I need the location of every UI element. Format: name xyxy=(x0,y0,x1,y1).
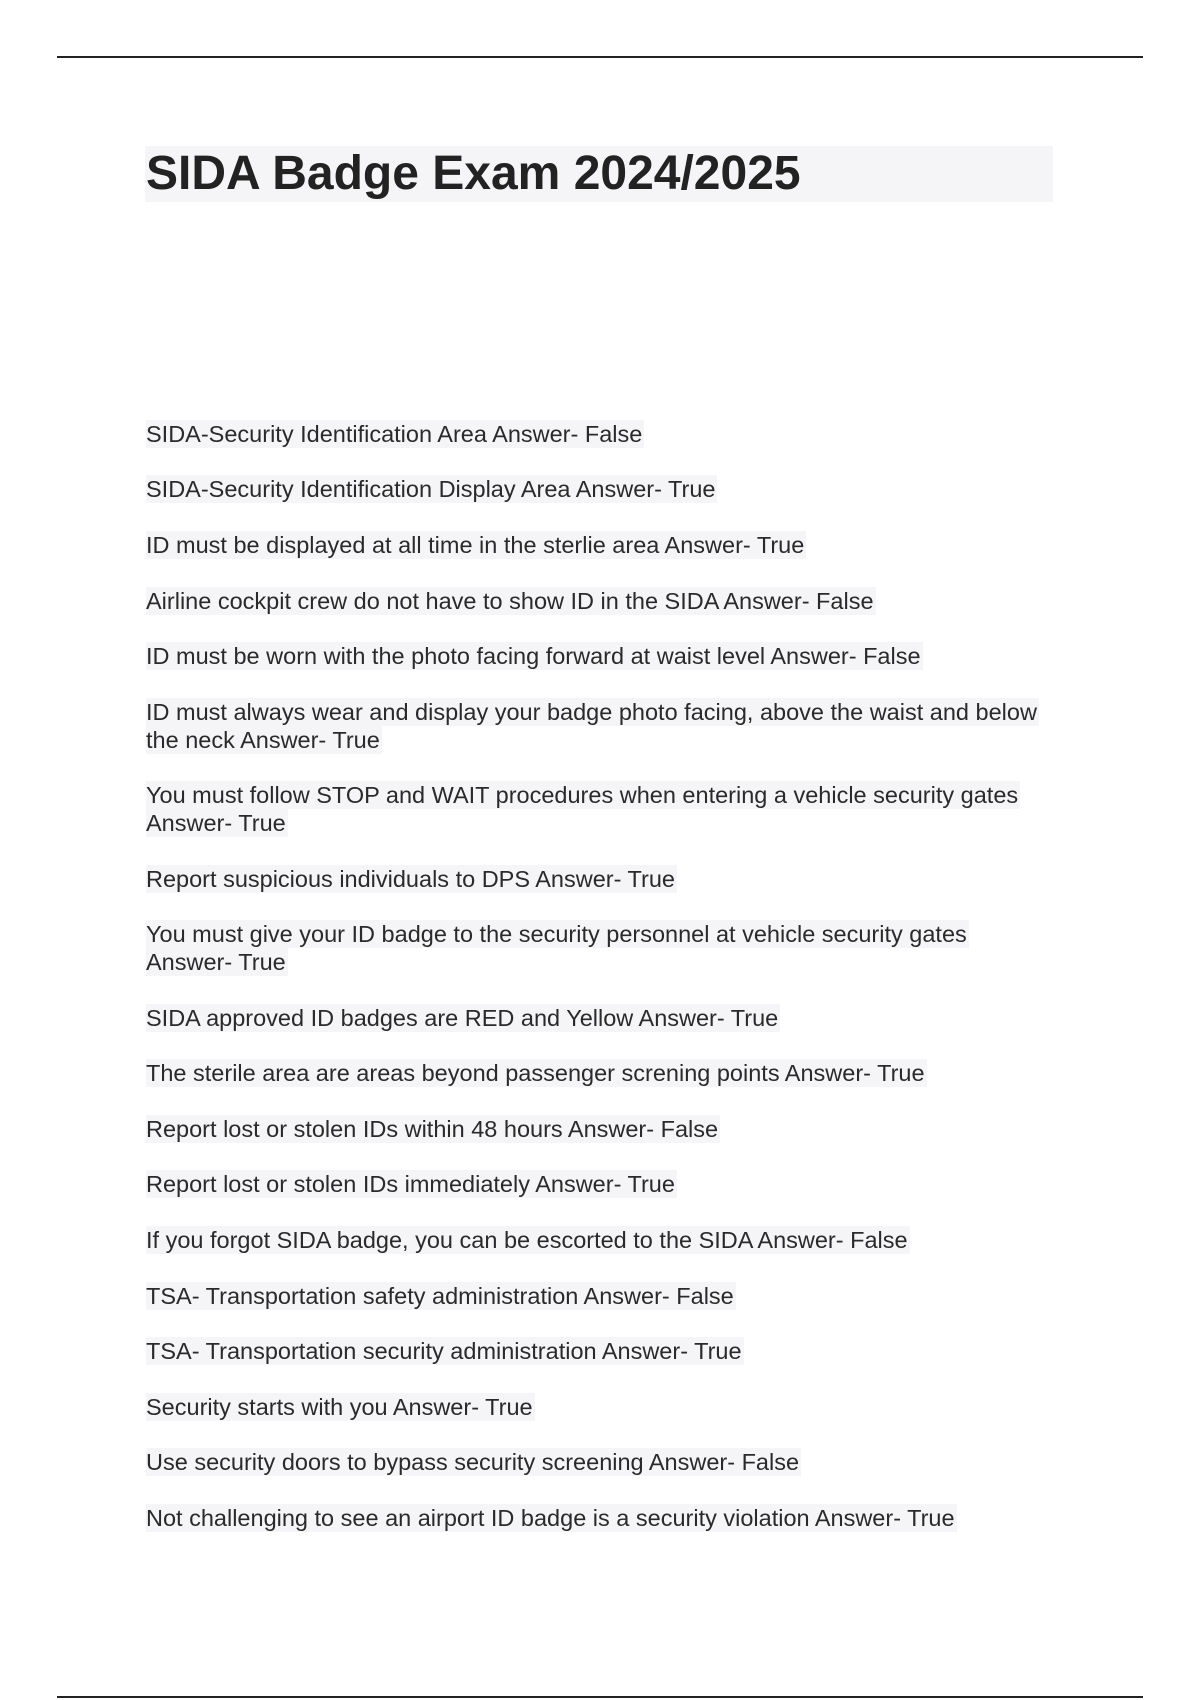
qa-item: ID must be worn with the photo facing forward at waist level Answer- False xyxy=(146,643,921,669)
qa-item: Report lost or stolen IDs immediately Answer- True xyxy=(146,1171,675,1197)
top-rule xyxy=(57,56,1143,58)
qa-item: SIDA-Security Identification Display Area Answer- True xyxy=(146,476,716,502)
qa-item: TSA- Transportation safety administration Answer- False xyxy=(146,1283,734,1309)
qa-item: ID must be displayed at all time in the sterlie area Answer- True xyxy=(146,532,805,558)
qa-item: TSA- Transportation security administration Answer- True xyxy=(146,1338,742,1364)
qa-item: Use security doors to bypass security screening Answer- False xyxy=(146,1449,800,1475)
qa-item: Security starts with you Answer- True xyxy=(146,1394,533,1420)
qa-item: SIDA approved ID badges are RED and Yellow Answer- True xyxy=(146,1005,779,1031)
qa-item: The sterile area are areas beyond passenger screning points Answer- True xyxy=(146,1060,925,1086)
qa-item: ID must always wear and display your badge photo facing, above the waist and below the neck Answer- True xyxy=(146,699,1037,753)
question-answer-list xyxy=(146,420,1056,1532)
qa-item: Report suspicious individuals to DPS Answer- True xyxy=(146,866,675,892)
qa-item: You must follow STOP and WAIT procedures when entering a vehicle security gates Answer- True xyxy=(146,782,1019,836)
qa-item: Report lost or stolen IDs within 48 hours Answer- False xyxy=(146,1116,719,1142)
qa-item: Not challenging to see an airport ID badge is a security violation Answer- True xyxy=(146,1505,955,1531)
bottom-rule xyxy=(57,1696,1143,1698)
qa-item: If you forgot SIDA badge, you can be escorted to the SIDA Answer- False xyxy=(146,1227,908,1253)
qa-item: You must give your ID badge to the security personnel at vehicle security gates Answer- True xyxy=(146,921,967,975)
page-title: SIDA Badge Exam 2024/2025 xyxy=(146,147,801,200)
qa-item: SIDA-Security Identification Area Answer- False xyxy=(146,421,643,447)
qa-item: Airline cockpit crew do not have to show ID in the SIDA Answer- False xyxy=(146,588,874,614)
